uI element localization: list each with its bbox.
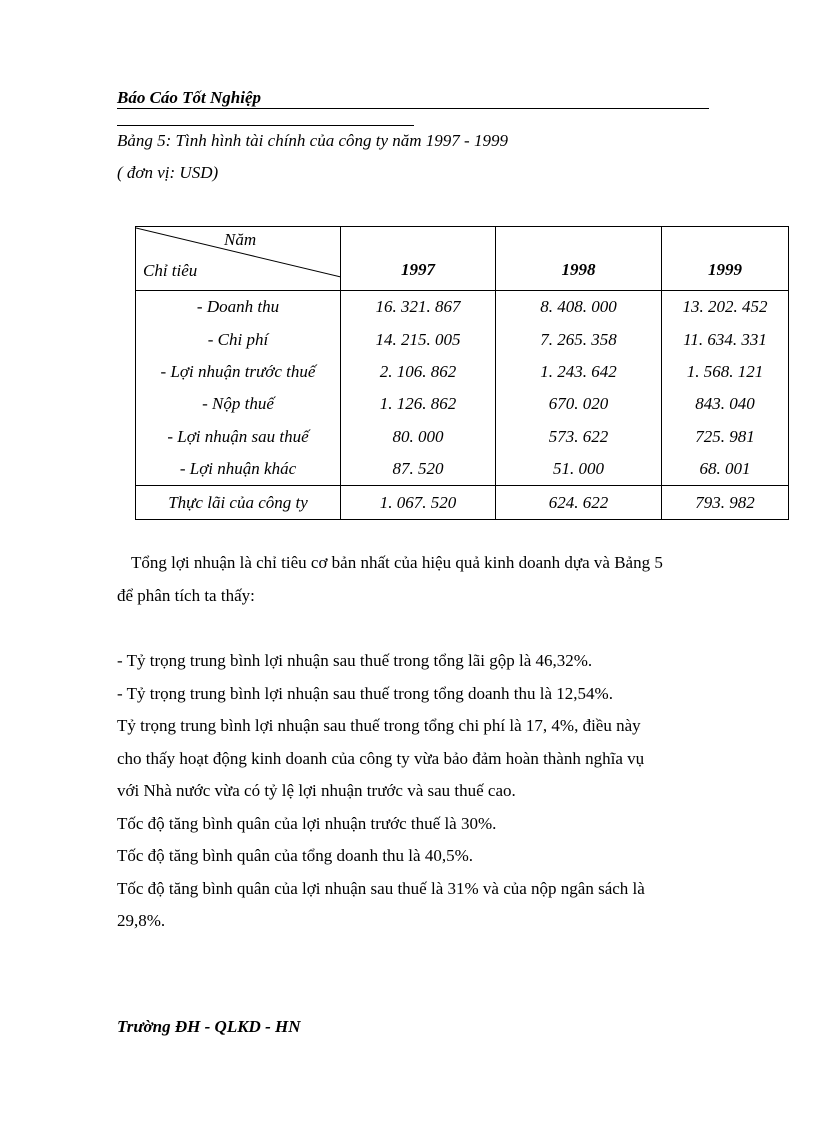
row-label: - Lợi nhuận khác xyxy=(136,453,341,486)
paragraph-line: 29,8%. xyxy=(117,911,166,930)
table-corner-cell xyxy=(136,227,341,291)
table-cell: 8. 408. 000 xyxy=(496,291,662,324)
total-cell: 624. 622 xyxy=(496,486,662,520)
total-cell: 1. 067. 520 xyxy=(341,486,496,520)
table-cell: 2. 106. 862 xyxy=(341,356,496,388)
paragraph-line: với Nhà nước vừa có tỷ lệ lợi nhuận trước và sau thuế cao. xyxy=(117,781,516,800)
table-cell: 725. 981 xyxy=(662,421,789,453)
table-cell: 1. 243. 642 xyxy=(496,356,662,388)
paragraph-line: cho thấy hoạt động kinh doanh của công ty vừa bảo đảm hoàn thành nghĩa vụ xyxy=(117,748,645,768)
table-row xyxy=(136,388,789,420)
table-cell: 7. 265. 358 xyxy=(496,323,662,355)
paragraph-line: Tốc độ tăng bình quân của lợi nhuận trước thuế là 30%. xyxy=(117,813,497,833)
table-row xyxy=(136,291,789,324)
analysis-paragraph xyxy=(117,645,739,938)
total-cell: 793. 982 xyxy=(662,486,789,520)
table-header-row xyxy=(136,227,789,291)
table-row xyxy=(136,453,789,486)
table-cell: 13. 202. 452 xyxy=(662,291,789,324)
table-cell: 14. 215. 005 xyxy=(341,323,496,355)
table-row xyxy=(136,356,789,388)
table-cell: 843. 040 xyxy=(662,388,789,420)
year-header: 1999 xyxy=(662,227,789,291)
paragraph-line: - Tỷ trọng trung bình lợi nhuận sau thuế trong tổng lãi gộp là 46,32%. xyxy=(117,651,593,670)
document-header-title: Báo Cáo Tốt Nghiệp xyxy=(117,88,709,109)
table-row xyxy=(136,421,789,453)
year-header: 1997 xyxy=(341,227,496,291)
paragraph-line: Tốc độ tăng bình quân của tổng doanh thu là 40,5%. xyxy=(117,846,473,865)
table-cell: 1. 568. 121 xyxy=(662,356,789,388)
table-cell: 1. 126. 862 xyxy=(341,388,496,420)
header-underline xyxy=(117,125,414,126)
table-cell: 68. 001 xyxy=(662,453,789,486)
table-unit: ( đơn vị: USD) xyxy=(117,163,219,182)
corner-year-label: Năm xyxy=(224,230,257,249)
table-cell: 16. 321. 867 xyxy=(341,291,496,324)
table-cell: 87. 520 xyxy=(341,453,496,486)
financial-table xyxy=(135,226,789,520)
row-label: - Lợi nhuận sau thuế xyxy=(136,421,341,453)
table-row xyxy=(136,323,789,355)
table-cell: 80. 000 xyxy=(341,421,496,453)
table-cell: 51. 000 xyxy=(496,453,662,486)
table-total-row xyxy=(136,486,789,520)
paragraph-line: Tỷ trọng trung bình lợi nhuận sau thuế trong tổng chi phí là 17, 4%, điều này xyxy=(117,716,641,735)
row-label: - Lợi nhuận trước thuế xyxy=(136,356,341,388)
paragraph-line: Tốc độ tăng bình quân của lợi nhuận sau thuế là 31% và của nộp ngân sách là xyxy=(117,878,645,898)
year-header: 1998 xyxy=(496,227,662,291)
paragraph-line: Tổng lợi nhuận là chỉ tiêu cơ bản nhất của hiệu quả kinh doanh dựa và Bảng 5 xyxy=(131,553,663,572)
table-cell: 670. 020 xyxy=(496,388,662,420)
row-label: - Nộp thuế xyxy=(136,388,341,420)
row-label: - Chi phí xyxy=(136,323,341,355)
paragraph-line: để phân tích ta thấy: xyxy=(117,585,255,605)
total-label: Thực lãi của công ty xyxy=(136,486,341,520)
intro-paragraph xyxy=(117,547,739,612)
table-cell: 573. 622 xyxy=(496,421,662,453)
table-caption: Bảng 5: Tình hình tài chính của công ty năm 1997 - 1999 xyxy=(117,131,508,150)
paragraph-line: - Tỷ trọng trung bình lợi nhuận sau thuế trong tổng doanh thu là 12,54%. xyxy=(117,683,613,703)
table-cell: 11. 634. 331 xyxy=(662,323,789,355)
corner-item-label: Chỉ tiêu xyxy=(143,261,198,280)
document-footer: Trường ĐH - QLKD - HN xyxy=(117,1017,301,1036)
row-label: - Doanh thu xyxy=(136,291,341,324)
